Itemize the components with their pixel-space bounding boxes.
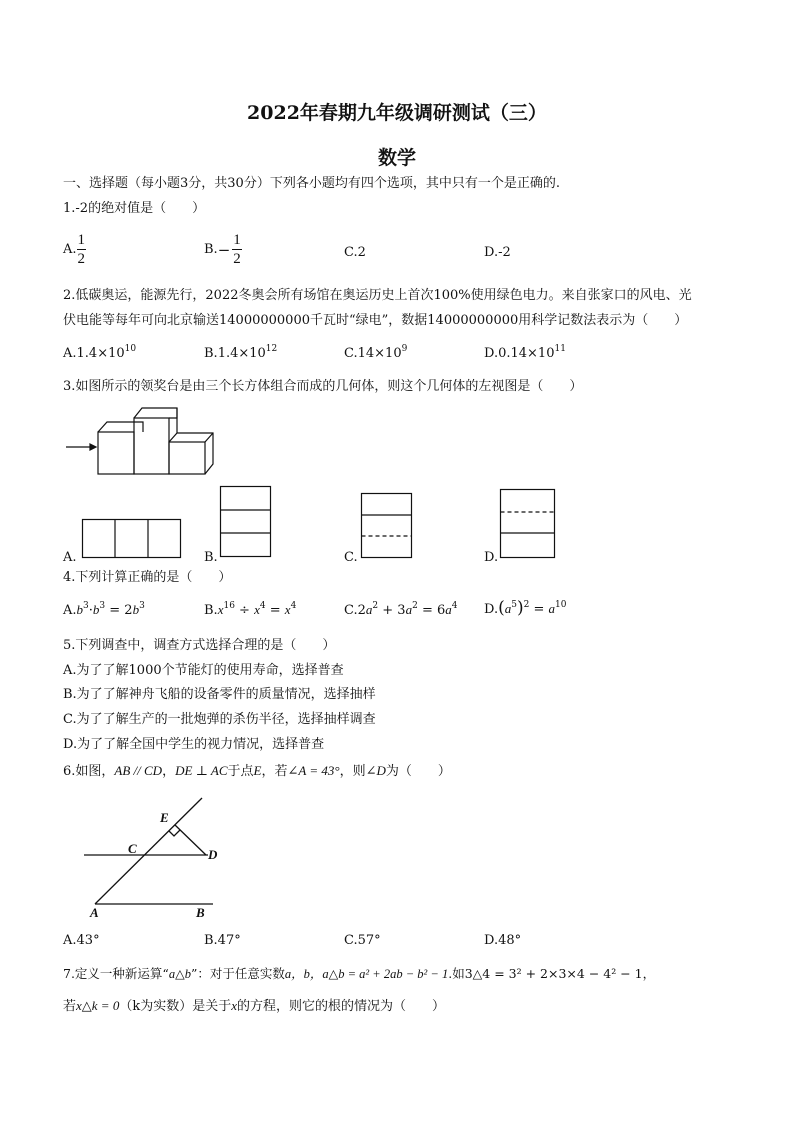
q2-stem-line2: 伏电能等每年可向北京输送14000000000千瓦时“绿电”，数据14000000000用科学记数法表示为（ ） (63, 313, 688, 328)
q6-option-b: B.47° (204, 933, 241, 948)
q6-option-d: D.48° (484, 933, 522, 948)
q2-option-b: $B.1.4\times 10^{12}$ (204, 344, 278, 361)
q4-option-d: $D.(a^5)^2 = a^{10}$ (484, 598, 567, 618)
q3-option-d: D. (484, 550, 499, 565)
q1-option-a: A. $\frac{1}{2}$ (63, 232, 86, 267)
q4-option-b: $B.x^{16} \div x^4 = x^4$ (204, 601, 297, 618)
q1-option-b: B. − $\frac{1}{2}$ (204, 232, 241, 267)
q6-stem: 6.如图，AB // CD，DE ⊥ AC于点E，若∠A = 43°，则∠D为（ ） (63, 763, 451, 779)
label-c: C (128, 841, 137, 856)
q1-option-c: C.2 (344, 245, 366, 260)
label-a: A (90, 905, 99, 920)
q3-option-d-figure (500, 489, 556, 559)
q6-option-a: A.43° (63, 933, 100, 948)
q2-option-c: $C.14\times 10^9$ (344, 344, 408, 361)
q6-option-c: C.57° (344, 933, 381, 948)
q5-option-a: A.为了了解1000个节能灯的使用寿命，选择普查 (63, 663, 344, 678)
q1-stem: 1.-2的绝对值是（ ） (63, 201, 206, 216)
q3-option-b-figure (220, 486, 272, 558)
q3-option-c-figure (361, 493, 413, 559)
q2-option-d: $D.0.14\times 10^{11}$ (484, 344, 566, 361)
q3-option-a: A. (63, 550, 77, 565)
q3-option-a-figure (82, 519, 182, 559)
q4-option-c: $C.2a^2 + 3a^2 = 6a^4$ (344, 601, 458, 618)
q3-stem: 3.如图所示的领奖台是由三个长方体组合而成的几何体，则这个几何体的左视图是（ ） (63, 379, 583, 394)
q7-line1: 7.定义一种新运算“a△b”：对于任意实数a，b，a△b = a² + 2ab − b² − 1.如3△4 = 3² + 2×3×4 − 4² − 1， (63, 966, 656, 981)
subject-title: 数学 (377, 147, 416, 169)
q3-option-b: B. (204, 550, 218, 565)
q5-option-b: B.为了了解神舟飞船的设备零件的质量情况，选择抽样 (63, 687, 376, 702)
q4-option-a: $A.b^3\cdot b^3 = 2b^3$ (63, 601, 145, 618)
q4-stem: 4.下列计算正确的是（ ） (63, 570, 232, 585)
page-title: 2022年春期九年级调研测试（三） (247, 102, 547, 124)
podium-figure (60, 400, 220, 480)
q1-option-d: D.-2 (484, 245, 511, 260)
q6-geometry-figure (80, 792, 230, 920)
q2-stem-line1: 2.低碳奥运，能源先行，2022冬奥会所有场馆在奥运历史上首次100%使用绿色电力。来自张家口的风电、光 (63, 288, 692, 303)
label-d: D (208, 847, 218, 862)
label-b: B (196, 905, 205, 920)
q7-line2: 若x△k = 0（k为实数）是关于x的方程，则它的根的情况为（ ） (63, 998, 446, 1014)
section-heading: 一、选择题（每小题3分，共30分）下列各小题均有四个选项，其中只有一个是正确的. (63, 176, 560, 191)
q3-option-c: C. (344, 550, 358, 565)
q2-option-a: $A.1.4\times 10^{10}$ (63, 344, 137, 361)
q5-stem: 5.下列调查中，调查方式选择合理的是（ ） (63, 638, 336, 653)
q5-option-d: D.为了了解全国中学生的视力情况，选择普查 (63, 737, 325, 752)
q5-option-c: C.为了了解生产的一批炮弹的杀伤半径，选择抽样调查 (63, 712, 376, 727)
label-e: E (160, 810, 169, 825)
